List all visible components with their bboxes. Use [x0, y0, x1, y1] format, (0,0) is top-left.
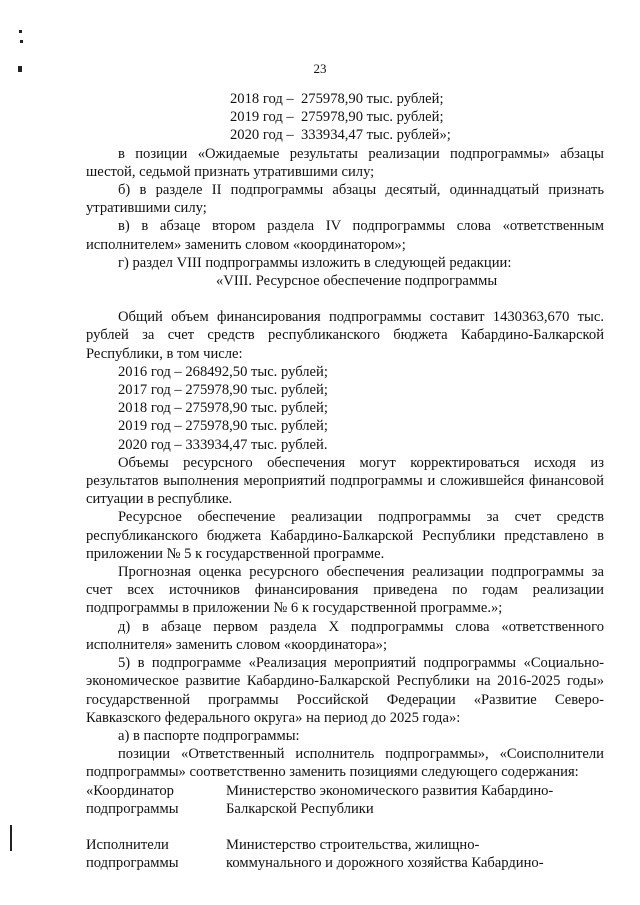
- paragraph: в позиции «Ожидаемые результаты реализации подпрограммы» абзацы шестой, седьмой признать утратившими силу;: [86, 145, 604, 180]
- financing-year-line: 2016 год – 268492,50 тыс. рублей;: [118, 363, 328, 380]
- financing-year-line: 2018 год – 275978,90 тыс. рублей;: [118, 400, 328, 417]
- row-label: подпрограммы: [86, 855, 179, 872]
- table-row: [86, 854, 604, 872]
- paragraph: б) в разделе II подпрограммы абзацы десятый, одиннадцатый признать утратившими силу;: [86, 182, 604, 217]
- table-row: [86, 836, 604, 854]
- document-body: [86, 90, 604, 872]
- paragraph: Ресурсное обеспечение реализации подпрограммы за счет средств республиканского бюджета Кабардино-Балкарской Республики представлено в приложении № 5 к государственной программе.: [86, 509, 604, 562]
- paragraph: г) раздел VIII подпрограммы изложить в следующей редакции:: [118, 254, 512, 271]
- row-label: подпрограммы: [86, 800, 179, 817]
- paragraph: Общий объем финансирования подпрограммы составит 1430363,670 тыс. рублей за счет средств республиканского бюджета Кабардино-Балкарской Республики, в том числе:: [86, 309, 604, 362]
- financing-year-line: 2019 год – 275978,90 тыс. рублей;: [118, 418, 328, 435]
- financing-year-line: 2020 год – 333934,47 тыс. рублей.: [118, 436, 328, 453]
- page-number: 23: [313, 61, 327, 76]
- scan-mark-1: [19, 30, 22, 33]
- scan-margin-line: [10, 825, 12, 851]
- row-label: Исполнители: [86, 836, 169, 853]
- paragraph: позиции «Ответственный исполнитель подпрограммы», «Соисполнители подпрограммы» соответственно заменить позициями следующего содержания:: [86, 746, 604, 781]
- row-value: Министерство экономического развития Кабардино-: [226, 782, 554, 799]
- row-value: Министерство строительства, жилищно-: [226, 836, 480, 853]
- table-row: [86, 800, 604, 818]
- section-heading: «VIII. Ресурсное обеспечение подпрограммы: [216, 273, 498, 290]
- row-value: Балкарской Республики: [226, 800, 374, 817]
- financing-year-line: 2017 год – 275978,90 тыс. рублей;: [118, 382, 328, 399]
- year-line: 2019 год – 275978,90 тыс. рублей;: [230, 109, 444, 126]
- paragraph: Прогнозная оценка ресурсного обеспечения реализации подпрограммы за счет всех источников финансирования приведена по годам реализации подпрограммы в приложении № 6 к государственной программе.»;: [86, 564, 604, 617]
- paragraph: д) в абзаце первом раздела X подпрограммы слова «ответственного исполнителя» заменить словом «координатора»;: [86, 618, 604, 653]
- table-row: [86, 782, 604, 800]
- scan-mark-2: [20, 40, 23, 43]
- paragraph: в) в абзаце втором раздела IV подпрограммы слова «ответственным исполнителем» заменить словом «координатором»;: [86, 218, 604, 253]
- year-line: 2018 год – 275978,90 тыс. рублей;: [230, 91, 444, 107]
- row-value: коммунального и дорожного хозяйства Кабардино-: [226, 855, 544, 872]
- paragraph: 5) в подпрограмме «Реализация мероприятий подпрограммы «Социально-экономическое развитие Кабардино-Балкарской Республики на 2016-2025 годы» государственной программы Российской Федерации «Развитие Северо-Кавказского федерального округа» на период до 2025 года»:: [86, 655, 604, 726]
- paragraph: Объемы ресурсного обеспечения могут корректироваться исходя из результатов выполнения мероприятий подпрограммы и сложившейся финансовой ситуации в республике.: [86, 454, 604, 508]
- year-line: 2020 год – 333934,47 тыс. рублей»;: [230, 127, 451, 144]
- row-label: «Координатор: [86, 782, 174, 799]
- paragraph: а) в паспорте подпрограммы:: [118, 727, 300, 744]
